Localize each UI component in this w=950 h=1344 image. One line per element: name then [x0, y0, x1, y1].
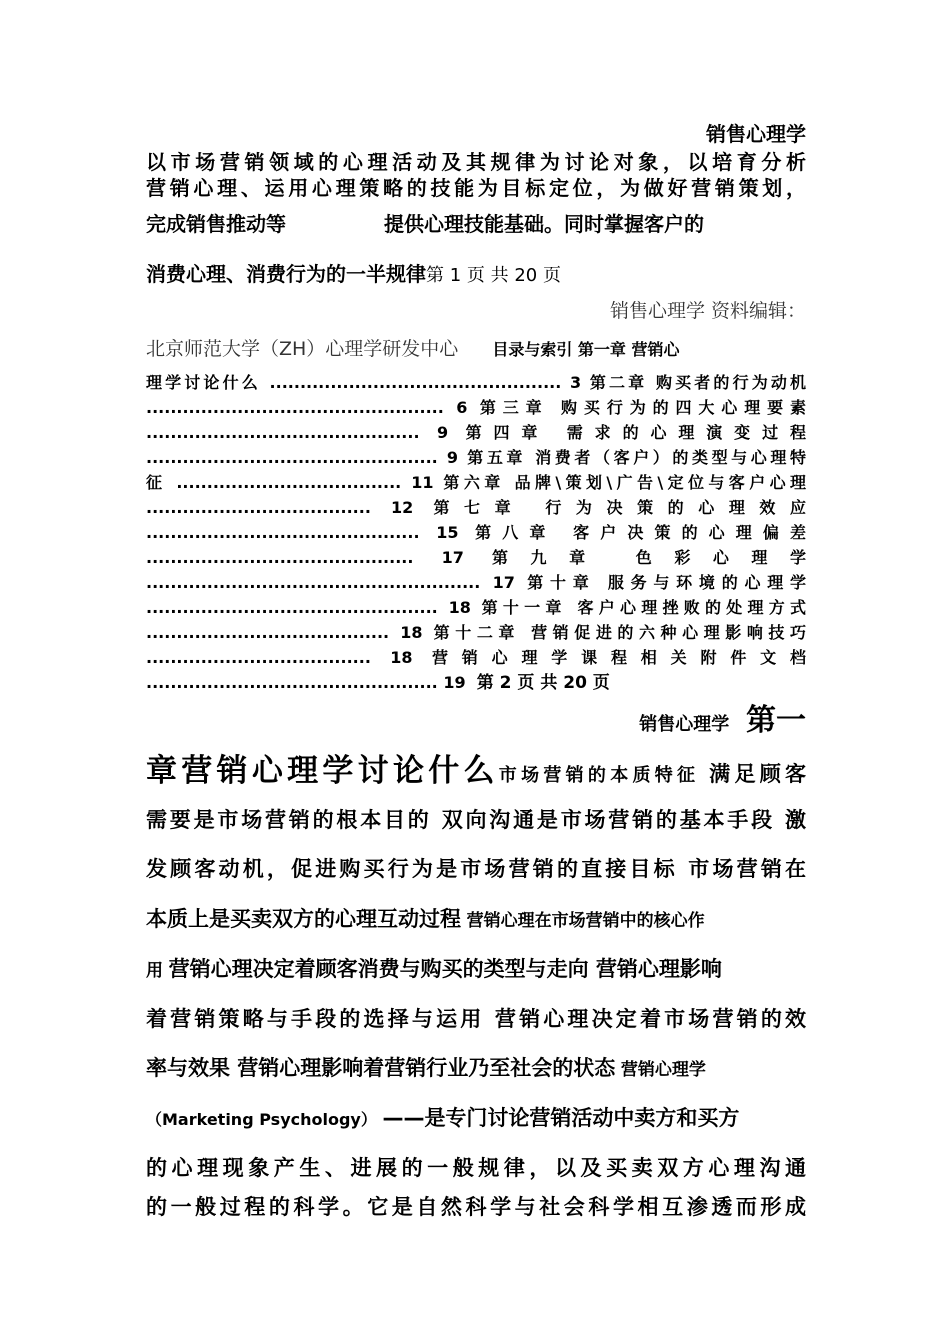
l4b: 营销心理在市场营销中的核心作: [466, 911, 705, 931]
toc-line-0: 目录与索引 第一章 营销心: [492, 340, 680, 359]
body-line-6: 着营销策略与手段的选择与运用 营销心理决定着市场营销的效: [146, 1007, 806, 1031]
toc-line-1: 理学讨论什么 ................................................ 3 第二章 购买者的行为动机: [146, 373, 806, 392]
chapter-title: 章营销心理学讨论什么: [146, 753, 499, 789]
page2-header: 销售心理学 资料编辑：: [609, 300, 806, 322]
l4a: 本质上是买卖双方的心理互动过程: [146, 907, 461, 931]
editor: 北京师范大学（ZH）心理学研发中心: [146, 338, 459, 360]
toc-line-9: ....................................................... 17 第十章 服务与环境的心理学: [146, 573, 806, 592]
toc-line-10: ................................................ 18 第十一章 客户心理挫败的处理方式: [146, 598, 806, 617]
toc-line-6: ..................................... 12 第七章 行为决策的心理效应: [146, 498, 806, 517]
page3-header-small: 销售心理学: [639, 714, 730, 735]
l8a: （Marketing Psychology）: [146, 1110, 377, 1129]
l1-tail: 满足顾客: [709, 762, 807, 786]
toc-line-8: ............................................ 17 第九章 色彩心理学: [146, 548, 806, 567]
body-line-8: [146, 1108, 806, 1129]
body-line-10: 的一般过程的科学。它是自然科学与社会科学相互渗透而形成: [146, 1195, 806, 1219]
toc-line-13: ................................................ 19: [146, 673, 466, 692]
page1-header: 销售心理学: [706, 122, 806, 146]
page3-header-big: 第一: [746, 703, 806, 738]
intro-line-3b: 提供心理技能基础。同时掌握客户的: [384, 212, 704, 236]
body-line-2: 需要是市场营销的根本目的 双向沟通是市场营销的基本手段 激: [146, 808, 806, 832]
body-line-7: [146, 1058, 806, 1079]
editor-line: [146, 340, 806, 359]
chapter-line: [146, 753, 807, 789]
intro-line-3: [146, 214, 806, 234]
toc-line-7: ............................................. 15 第八章 客户决策的心理偏差: [146, 523, 806, 542]
body-line-9: 的心理现象产生、进展的一般规律，以及买卖双方心理沟通: [146, 1156, 806, 1180]
l5a: 用: [146, 961, 163, 981]
toc-line-2: ................................................. 6 第三章 购买行为的四大心理要素: [146, 398, 806, 417]
page-indicator-2: 第 2 页 共 20 页: [476, 673, 610, 693]
toc-line-5: 征 ..................................... 11 第六章 品牌\策划\广告\定位与客户心理: [146, 473, 806, 492]
intro-line-3a: 完成销售推动等: [146, 212, 286, 236]
body-line-4: [146, 909, 806, 930]
toc-line-3: ............................................. 9 第四章 需求的心理演变过程: [146, 423, 806, 442]
intro-line-2: 营销心理、运用心理策略的技能为目标定位，为做好营销策划，: [146, 176, 806, 200]
toc-line-11: ........................................ 18 第十二章 营销促进的六种心理影响技巧: [146, 623, 806, 642]
body-line-5: [146, 959, 806, 980]
intro-line-4: [146, 264, 806, 285]
l5b: 营销心理决定着顾客消费与购买的类型与走向 营销心理影响: [168, 957, 722, 981]
l7b: 营销心理学: [620, 1060, 706, 1080]
page3-header: [146, 703, 806, 738]
intro-line-1: 以市场营销领域的心理活动及其规律为讨论对象，以培育分析: [146, 150, 806, 174]
l7a: 率与效果 营销心理影响着营销行业乃至社会的状态: [146, 1056, 616, 1080]
intro-line-4-text: 消费心理、消费行为的一半规律: [146, 262, 426, 286]
toc-line-12: ..................................... 18 营销心理学课程相关附件文档: [146, 648, 806, 667]
toc-line-4: ................................................ 9 第五章 消费者（客户）的类型与心理特: [146, 448, 806, 467]
body-line-3: 发顾客动机，促进购买行为是市场营销的直接目标 市场营销在: [146, 857, 806, 881]
s1: 市场营销的本质特征: [498, 765, 700, 786]
toc-line-13-row: [146, 675, 806, 692]
l8b: ——是专门讨论营销活动中卖方和买方: [382, 1106, 740, 1130]
page-indicator-1: 第 1 页 共 20 页: [426, 265, 561, 286]
